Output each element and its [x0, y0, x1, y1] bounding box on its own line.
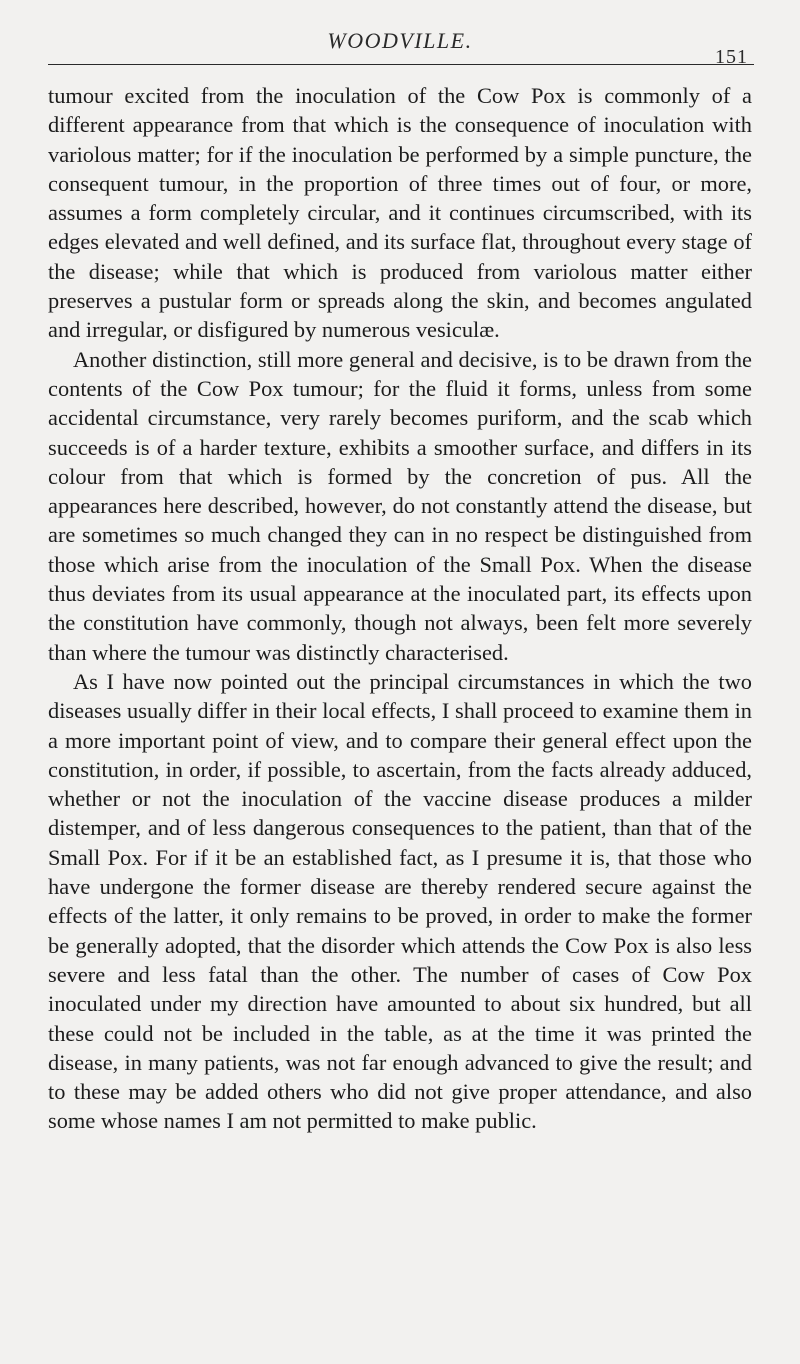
- paragraph-1: tumour excited from the inoculation of the Cow Pox is commonly of a different appearance from that which is the consequence of inoculation with variolous matter; for if the inoculation be performed by a simple puncture, the consequent tumour, in the proportion of three times out of four, or more, assumes a form completely circular, and it continues circumscribed, with its edges elevated and well defined, and its surface flat, throughout every stage of the disease; while that which is produced from variolous matter either preserves a pustular form or spreads along the skin, and becomes angulated and irregular, or disfigured by numerous vesiculæ.: [48, 83, 752, 343]
- header-rule: [48, 64, 754, 65]
- body-text: [48, 81, 752, 1136]
- page-number: 151: [715, 46, 748, 68]
- running-title: WOODVILLE.: [327, 28, 473, 53]
- paragraph-3: As I have now pointed out the principal circumstances in which the two diseases usually differ in their local effects, I shall proceed to examine them in a more important point of view, and to compare their general effect upon the constitution, in order, if possible, to ascertain, from the facts already adduced, whether or not the inoculation of the vaccine disease produces a milder distemper, and of less dangerous consequences to the patient, than that of the Small Pox. For if it be an established fact, as I presume it is, that those who have undergone the former disease are thereby rendered secure against the effects of the latter, it only remains to be proved, in order to make the former be generally adopted, that the disorder which attends the Cow Pox is also less severe and less fatal than the other. The number of cases of Cow Pox inoculated under my direction have amounted to about six hundred, but all these could not be included in the table, as at the time it was printed the disease, in many patients, was not far enough advanced to give the result; and to these may be added others who did not give proper attendance, and also some whose names I am not permitted to make public.: [48, 668, 752, 1134]
- paragraph-2: Another distinction, still more general and decisive, is to be drawn from the contents of the Cow Pox tumour; for the fluid it forms, unless from some accidental circumstance, very rarely becomes puriform, and the scab which succeeds is of a harder texture, exhibits a smoother surface, and differs in its colour from that which is formed by the concretion of pus. All the appearances here described, however, do not constantly attend the disease, but are sometimes so much changed they can in no respect be distinguished from those which arise from the inoculation of the Small Pox. When the disease thus deviates from its usual appearance at the inoculated part, its effects upon the constitution have commonly, though not always, been felt more severely than where the tumour was distinctly characterised.: [48, 346, 752, 665]
